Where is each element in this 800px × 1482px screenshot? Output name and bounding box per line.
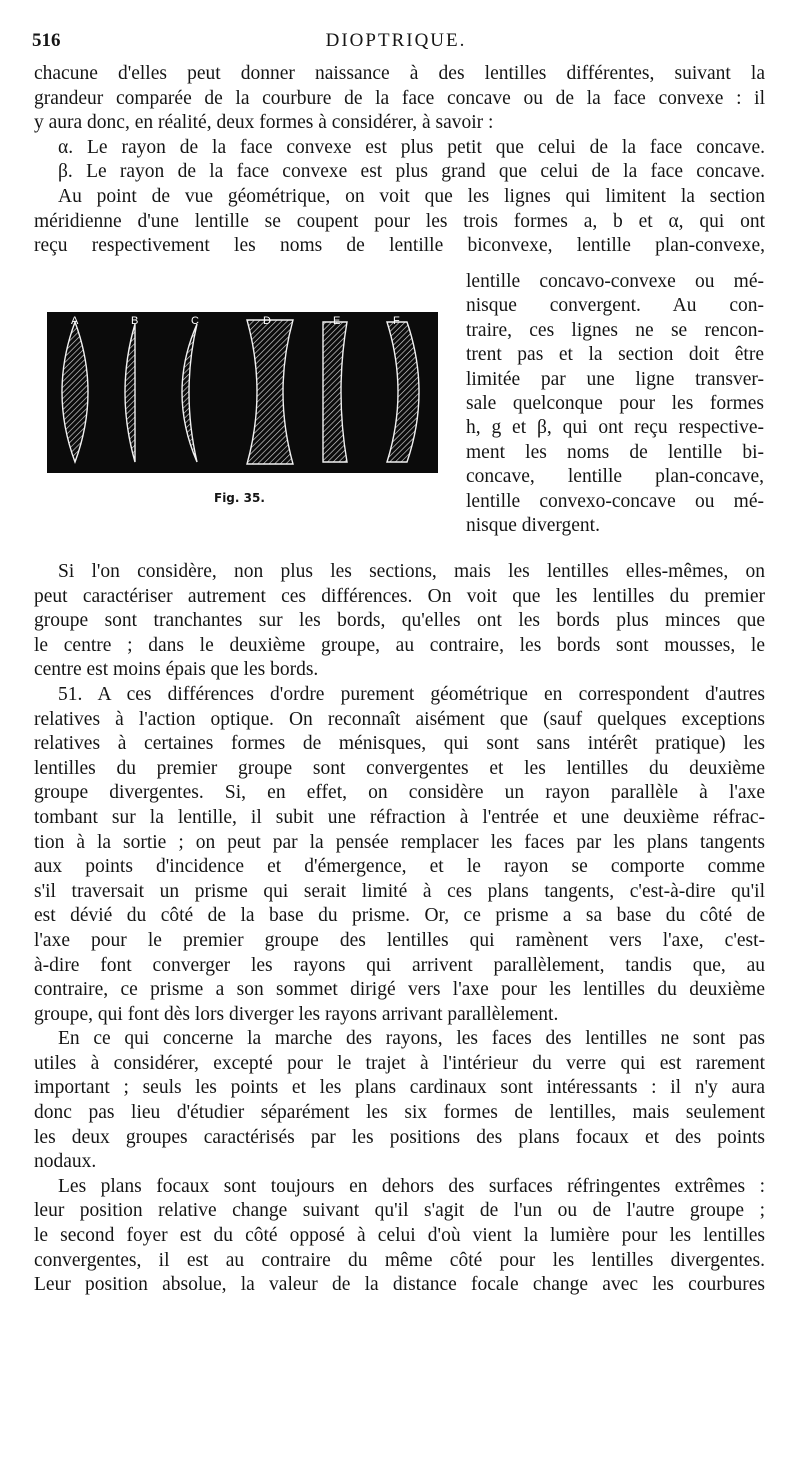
text-line: relatives à certaines formes de ménisques, qui sont sans intérêt pratique) les — [34, 733, 765, 755]
text-line: leur position relative change suivant qu'il s'agit de l'un ou de l'autre groupe ; — [34, 1200, 765, 1222]
text-line: important ; seuls les points et les plans cardinaux sont intéressants : il n'y aura — [34, 1077, 765, 1099]
text-line: contraire, ce prisme a son sommet dirigé vers l'axe pour les lentilles du deuxième — [34, 979, 765, 1001]
lens-f-meniscus-divergent — [387, 322, 419, 462]
text-line: tombant sur la lentille, il subit une réfraction à l'entrée et une deuxième réfrac- — [34, 806, 765, 828]
figure-label-f: F — [393, 315, 400, 327]
text-line: groupe divergentes. Si, en effet, on considère un rayon parallèle à l'axe — [34, 782, 765, 804]
text-line: relatives à l'action optique. On reconnaît aisément que (sauf quelques exceptions — [34, 708, 765, 730]
text-line: donc pas lieu d'étudier séparément les six formes de lentilles, mais seulement — [34, 1102, 765, 1124]
text-line: h, g et β, qui ont reçu respective- — [466, 417, 764, 439]
lens-sections-drawing — [47, 312, 438, 473]
text-line: chacune d'elles peut donner naissance à des lentilles différentes, suivant la — [34, 63, 765, 84]
text-line: nisque divergent. — [466, 515, 600, 537]
text-line: En ce qui concerne la marche des rayons, les faces des lentilles ne sont pas — [58, 1028, 765, 1050]
figure-label-e: E — [333, 315, 341, 327]
text-line: trent pas et la section doit être — [466, 344, 764, 366]
text-line: méridienne d'une lentille se coupent pour les trois formes a, b et α, qui ont — [34, 210, 765, 232]
figure-side-text — [466, 270, 764, 538]
text-line: reçu respectivement les noms de lentille biconvexe, lentille plan-convexe, — [34, 235, 765, 257]
text-line: les deux groupes caractérisés par les positions des plans focaux et des points — [34, 1126, 765, 1148]
page-header — [32, 30, 760, 56]
text-line: centre est moins épais que les bords. — [34, 659, 319, 681]
running-title: DIOPTRIQUE. — [325, 30, 467, 51]
text-line: convergentes, il est au contraire du même côté pour les lentilles divergentes. — [34, 1249, 765, 1271]
figure-caption: Fig. 35. — [214, 491, 265, 505]
main-text — [34, 560, 765, 1298]
text-line: l'axe pour le premier groupe des lentilles qui ramènent vers l'axe, c'est- — [34, 929, 765, 951]
text-line: Les plans focaux sont toujours en dehors des surfaces réfringentes extrêmes : — [58, 1175, 765, 1197]
text-line: le centre ; dans le deuxième groupe, au contraire, les bords sont mousses, le — [34, 634, 765, 656]
figure-label-a: A — [71, 315, 79, 327]
text-line: s'il traversait un prisme qui serait limité à ces plans tangents, c'est-à-dire qu'il — [34, 880, 765, 902]
lens-figure — [47, 312, 438, 473]
text-line: lentille concavo-convexe ou mé- — [466, 271, 764, 292]
text-line: à-dire font converger les rayons qui arrivent parallèlement, tandis que, au — [34, 954, 765, 976]
text-line: α. Le rayon de la face convexe est plus petit que celui de la face concave. — [58, 136, 765, 158]
opening-paragraphs — [34, 62, 765, 259]
text-line: y aura donc, en réalité, deux formes à considérer, à savoir : — [34, 112, 494, 134]
figure-label-c: C — [191, 315, 199, 327]
figure-label-b: B — [131, 315, 139, 327]
lens-c-meniscus-convergent — [182, 324, 197, 462]
text-line: Au point de vue géométrique, on voit que les lignes qui limitent la section — [58, 185, 765, 207]
text-line: aux points d'incidence et d'émergence, et le rayon se comporte comme — [34, 856, 765, 878]
text-line: limitée par une ligne transver- — [466, 368, 764, 390]
text-line: Leur position absolue, la valeur de la distance focale change avec les courbures — [34, 1274, 765, 1296]
text-line: tion à la sortie ; on peut par la pensée remplacer les faces par les plans tangents — [34, 831, 765, 853]
lens-a-biconvex — [62, 322, 88, 462]
text-line: ment les noms de lentille bi- — [466, 441, 764, 463]
text-line: nisque convergent. Au con- — [466, 295, 764, 317]
text-line: peut caractériser autrement ces différences. On voit que les lentilles du premier — [34, 585, 765, 607]
text-line: concave, lentille plan-concave, — [466, 466, 764, 488]
lens-d-biconcave — [247, 320, 293, 464]
text-line: est dévié du côté de la base du prisme. Or, ce prisme a sa base du côté de — [34, 905, 765, 927]
text-line: lentille convexo-concave ou mé- — [466, 490, 764, 512]
text-line: traire, ces lignes ne se rencon- — [466, 319, 764, 341]
text-line: β. Le rayon de la face convexe est plus grand que celui de la face concave. — [58, 161, 765, 183]
text-line: groupe sont tranchantes sur les bords, qu'elles ont les bords plus minces que — [34, 610, 765, 632]
text-line: groupe, qui font dès lors diverger les rayons arrivant parallèlement. — [34, 1003, 559, 1025]
text-line: utiles à considérer, excepté pour le trajet à l'intérieur du verre qui est rarement — [34, 1052, 765, 1074]
text-line: lentilles du premier groupe sont convergentes et les lentilles du deuxième — [34, 757, 765, 779]
text-line: le second foyer est du côté opposé à celui d'où vient la lumière pour les lentilles — [34, 1225, 765, 1247]
figure-label-d: D — [263, 315, 271, 327]
page-number: 516 — [32, 30, 61, 51]
section-51-start: 51. A ces différences d'ordre purement géométrique en correspondent d'autres — [58, 683, 765, 705]
lens-e-planoconcave — [323, 322, 347, 462]
lens-b-planoconvex — [125, 324, 135, 462]
text-line: sale quelconque pour les formes — [466, 393, 764, 415]
text-line: grandeur comparée de la courbure de la face concave ou de la face convexe : il — [34, 87, 765, 109]
text-line: nodaux. — [34, 1151, 97, 1173]
text-line: Si l'on considère, non plus les sections, mais les lentilles elles-mêmes, on — [58, 561, 765, 582]
